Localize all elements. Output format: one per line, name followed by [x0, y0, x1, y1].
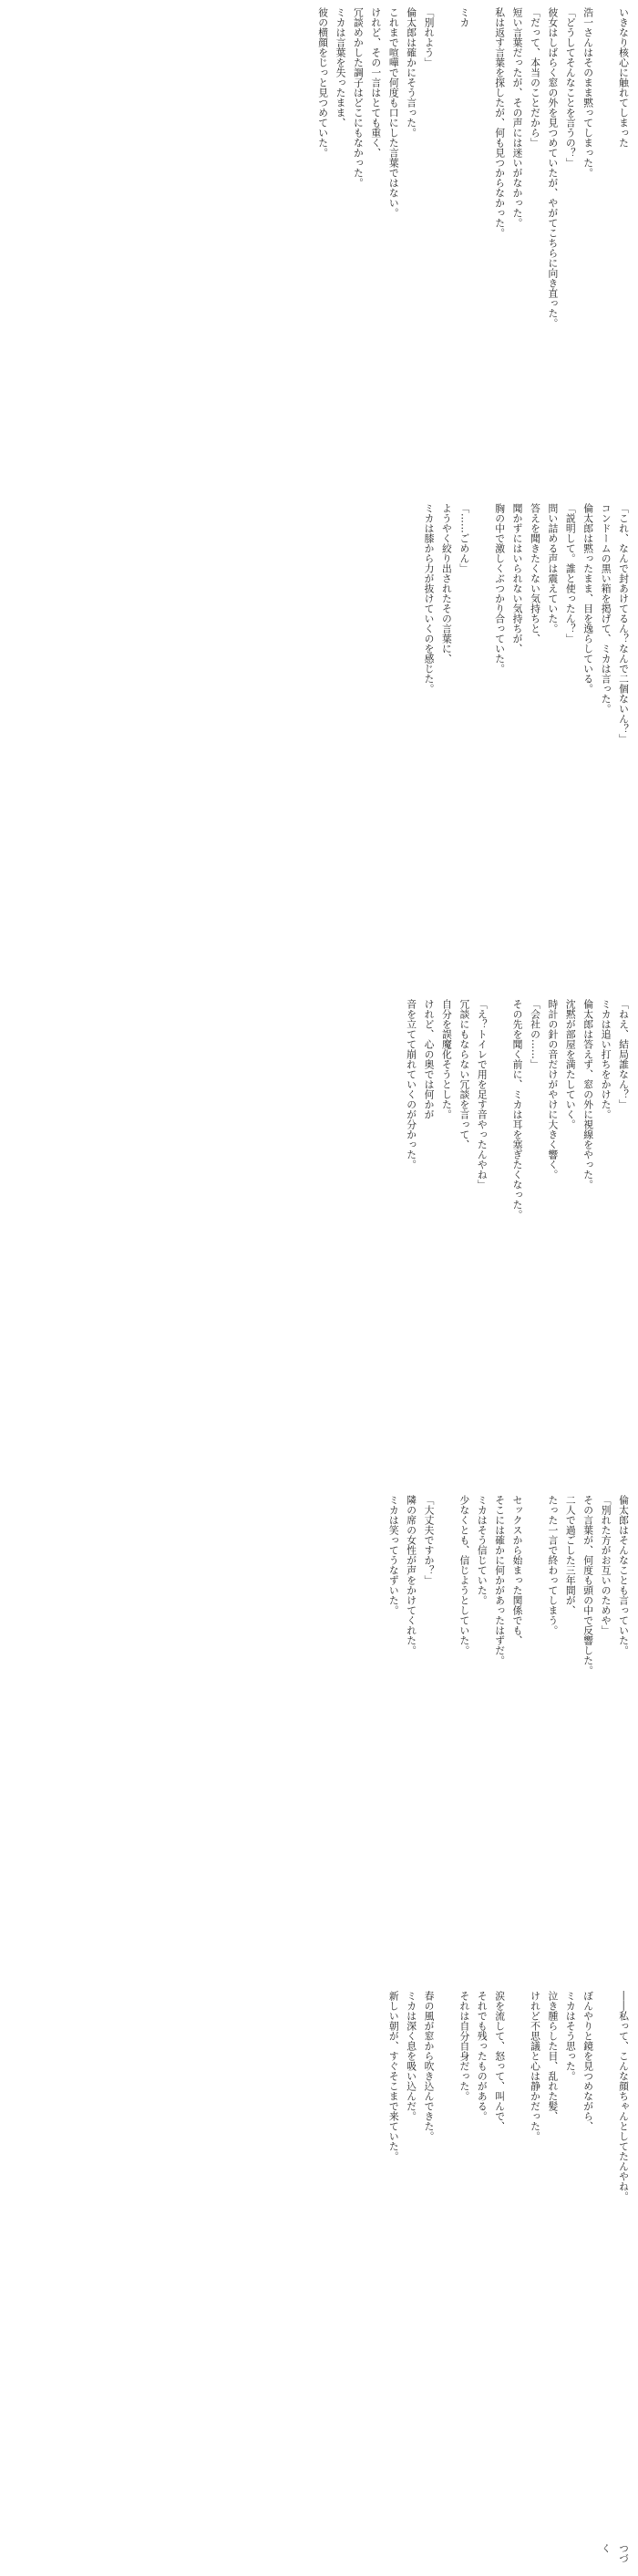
story-text: 倫太郎はそんなことも言っていた。 「別れた方がお互いのためや」 その言葉が、何度も頭の中で反響した。 二人で過ごした三年間が、 たった一言で終わってしまう。 セックスから始まった関係でも、 そこには確かに何かがあったはずだ。 ミカはそう信じていた。 少なくとも、信じようとしていた。 「大丈夫ですか？」 隣の席の女性が声をかけてくれた。 ミカは笑ってうなずいた。: [387, 1495, 630, 1675]
story-text: いきなり核心に触れてしまった 浩一さんはそのまま黙ってしまった。 「どうしてそんなことを言うの？」 彼女はしばらく窓の外を見つめていたが、やがてこちらに向き直った。 「だって、本当のことだから」 短い言葉だったが、その声には迷いがなかった。 私は返す言葉を探したが、何も見つからなかった。 ミカ 「別れよう」 倫太郎は確かにそう言った。 これまで喧嘩で何度も口にした言葉ではない。 けれど、その一言はとても重く、 冗談めかした調子はどこにもなかった。 ミカは言葉を失ったまま、 彼の横顔をじっと見つめていた。: [317, 7, 630, 328]
text-band-5: [5, 1991, 633, 2538]
footer: [5, 2543, 633, 2571]
text-band-3: [5, 999, 633, 1486]
story-text: 「これ、なんで封あけてるん？なんで二個ないん？」 コンドームの黒い箱を掲げて、ミカは言った。 倫太郎は黙ったまま、目を逸らしている。 「説明して。誰と使ったん？」 問い詰める声は震えていた。 答えを聞きたくない気持ちと、 聞かずにはいられない気持ちが、 胸の中で激しくぶつかり合っていた。 「……ごめん」 ようやく絞り出されたその言葉に、 ミカは膝から力が抜けていくのを感じた。: [423, 503, 630, 744]
text-band-1: [5, 7, 633, 494]
story-text: ――私って、こんな顔ちゃんとしてたんやね。 ぼんやりと鏡を見つめながら、 ミカはそう思った。 泣き腫らした目、乱れた髪、 けれど不思議と心は静かだった。 涙を流して、怒って、叫んで、 それでも残ったものがある。 それは自分自身だった。 春の風が窓から吹き込んできた。 ミカは深く息を吸い込んだ。 新しい朝が、すぐそこまで来ていた。: [387, 1991, 630, 2201]
story-text: 「ねえ、結局誰なん？」 ミカは追い打ちをかけた。 倫太郎は答えず、窓の外に視線をやった。 沈黙が部屋を満たしていく。 時計の針の音だけがやけに大きく響く。 「会社の……」 その先を聞く前に、ミカは耳を塞ぎたくなった。 「え？トイレで用を足す音やったんやね」 冗談にもならない冗談を言って、 自分を誤魔化そうとした。 けれど、心の奥では何かが 音を立てて崩れていくのが分かった。: [406, 999, 630, 1220]
continued-label: つづく: [600, 2543, 630, 2563]
text-band-2: [5, 503, 633, 990]
text-band-4: [5, 1495, 633, 1982]
